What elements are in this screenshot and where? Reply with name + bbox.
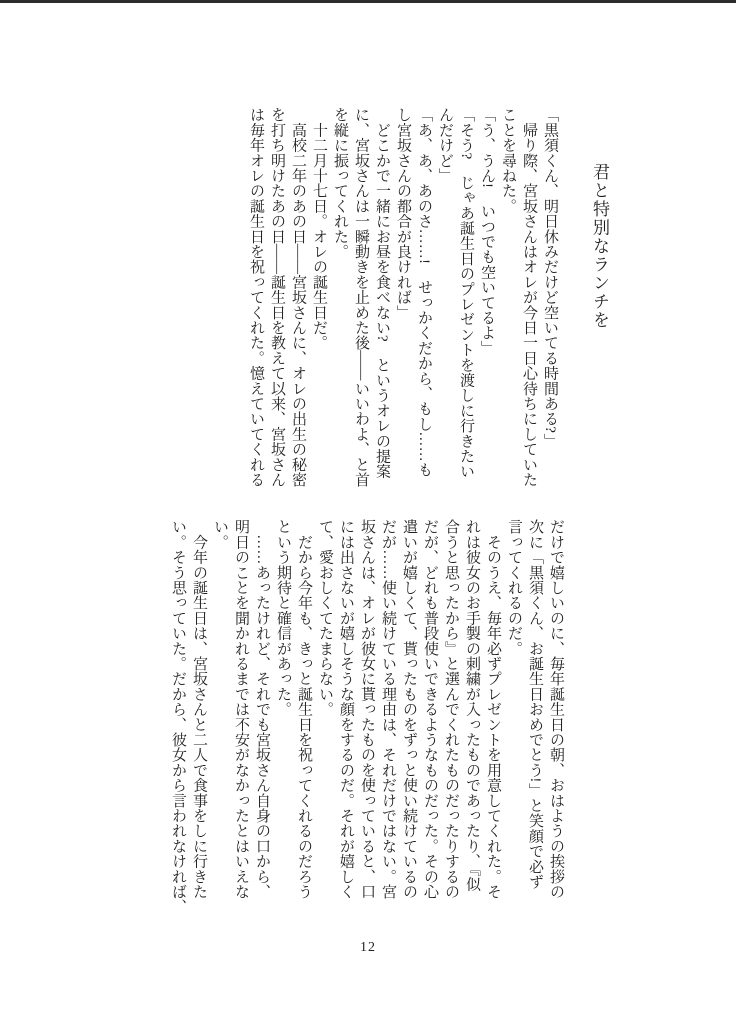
text-line: 高校二年のあの日——宮坂さんに、オレの出生の秘密: [290, 107, 306, 487]
text-line: 十二月十七日。オレの誕生日だ。: [311, 107, 327, 351]
text-line: だから今年も、きっと誕生日を祝ってくれるのだろう: [296, 519, 312, 899]
text-line: 「あ、あ、あのさ……! せっかくだから、もし……も: [416, 107, 432, 477]
text-line: 帰り際、宮坂さんはオレが今日一日心待ちにしていた: [521, 107, 537, 487]
text-line: そのうえ、毎年必ずプレゼントを用意してくれた。そ: [485, 519, 501, 899]
text-line: だが……使い続けている理由は、それだけではない。宮: [380, 519, 396, 899]
text-line: だけで嬉しいのに、毎年誕生日の朝、おはようの挨拶の: [548, 519, 564, 899]
text-line: 次に「黒須くん、お誕生日おめでとう!」と笑顔で必ず: [527, 519, 543, 889]
text-line: どこかで一緒にお昼を食べない? というオレの提案: [374, 107, 390, 479]
text-line: て、愛おしくてたまらない。: [317, 519, 333, 717]
text-line: 「そう? じゃあ誕生日のプレゼントを渡しに行きたい: [458, 107, 474, 479]
lower-text-block: [167, 519, 566, 914]
text-line: んだけど」: [437, 107, 453, 183]
text-line: を縦に振ってくれた。: [332, 107, 348, 259]
text-line: 「う、うん! いつでも空いてるよ」: [479, 107, 495, 356]
text-line: ……あったけれど、それでも宮坂さん自身の口から、: [254, 519, 270, 899]
text-line: は毎年オレの誕生日を祝ってくれた。憶えていてくれる: [248, 107, 264, 487]
text-line: 坂さんは、オレが彼女に貰ったものを使っていると、口: [359, 519, 375, 899]
text-line: 合うと思ったから』と選んでくれたものだったりするの: [443, 519, 459, 899]
text-line: 「黒須くん、明日休みだけど空いてる時間ある?」: [542, 107, 558, 449]
text-line: れは彼女のお手製の刺繍が入ったものであったり、『似: [464, 519, 480, 892]
text-line: だが、どれも普段使いできるようなものだった。その心: [422, 519, 438, 899]
upper-text-block: [245, 107, 560, 487]
text-line: ことを尋ねた。: [500, 107, 516, 214]
scan-edge-artifact: [0, 0, 736, 3]
text-line: 言ってくれるのだ。: [506, 519, 522, 656]
text-line: い。: [212, 519, 228, 550]
text-line: 今年の誕生日は、宮坂さんと二人で食事をしに行きた: [191, 519, 207, 899]
text-line: を打ち明けたあの日——誕生日を教えて以来、宮坂さん: [269, 107, 285, 487]
text-line: 明日のことを聞かれるまでは不安がなかったとはいえな: [233, 519, 249, 899]
text-line: し宮坂さんの都合が良ければ」: [395, 107, 411, 320]
text-line: には出さないが嬉しそうな顔をするのだ。それが嬉しく: [338, 519, 354, 899]
text-line: に、宮坂さんは一瞬動きを止めた後——いいわよ、と首: [353, 107, 369, 487]
story-title: 君と特別なランチを: [590, 163, 609, 330]
text-line: 遣いが嬉しくて、貰ったものをずっと使い続けているの: [401, 519, 417, 899]
text-line: い。そう思っていた。だから、彼女から言われなければ、: [170, 519, 186, 915]
text-line: という期待と確信があった。: [275, 519, 291, 717]
page-number: 12: [360, 940, 376, 955]
